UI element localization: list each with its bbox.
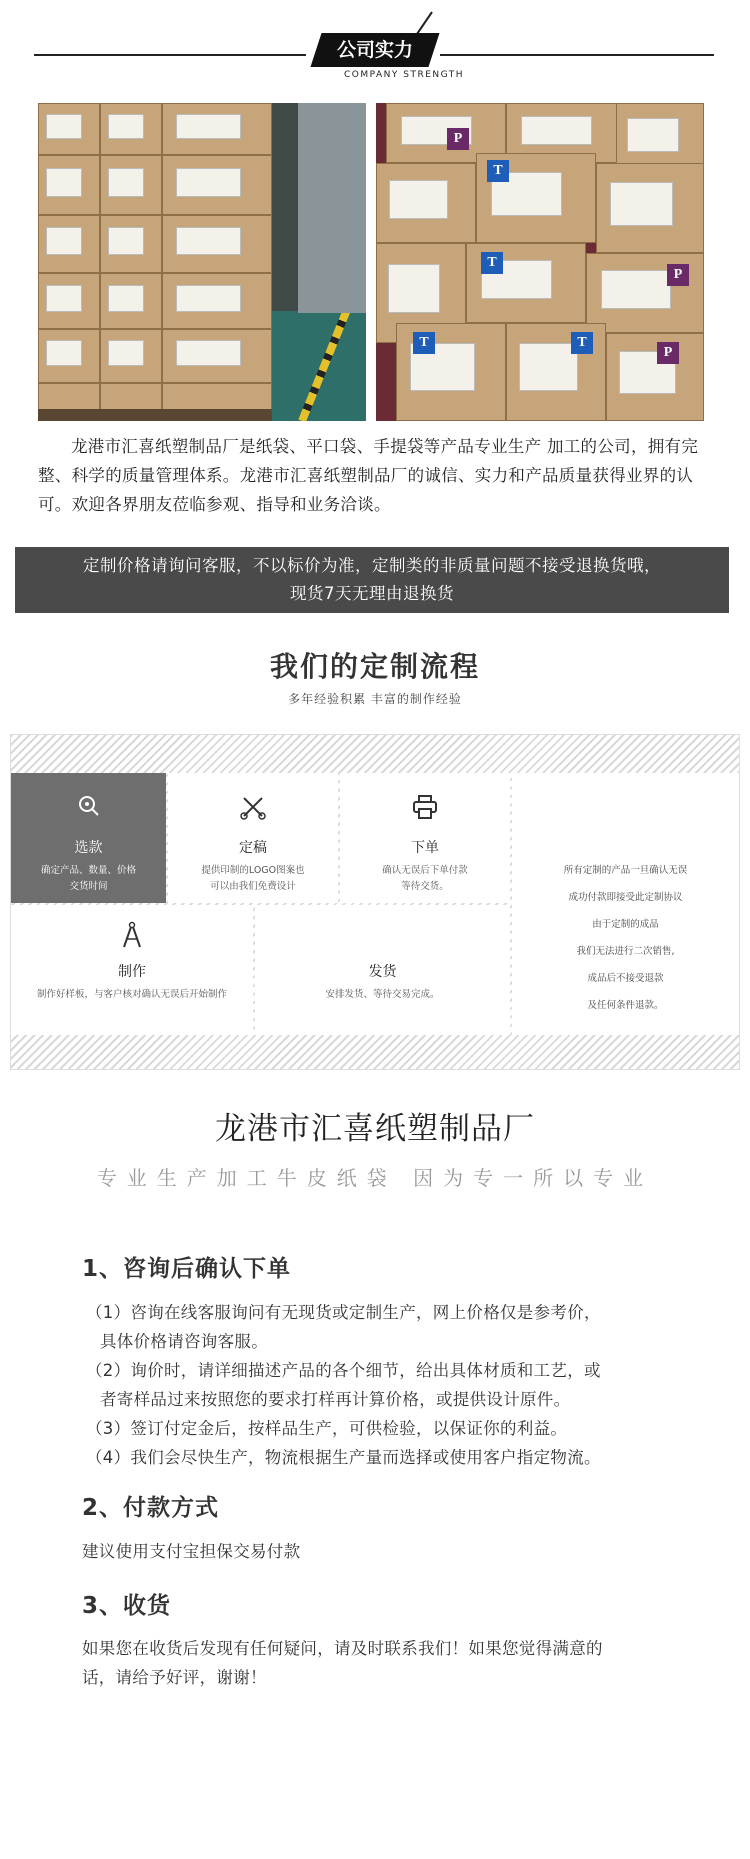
printer-icon <box>340 793 510 827</box>
search-icon <box>11 793 166 825</box>
step-desc: 确认无误后下单付款 等待交货。 <box>382 865 468 892</box>
step1-item1-line1: （1）咨询在线客服询问有无现货或定制生产，网上价格仅是参考价， <box>86 1303 601 1322</box>
pallet <box>38 409 272 421</box>
company-name: 龙港市汇喜纸塑制品厂 <box>215 1111 535 1147</box>
step1-heading: 1、咨询后确认下单 <box>82 1256 292 1282</box>
step3-heading: 3、收货 <box>82 1593 172 1619</box>
step-name: 定稿 <box>239 840 267 856</box>
process-subtitle: 多年经验积累 丰富的制作经验 <box>288 692 462 706</box>
strength-title: 公司实力 <box>336 39 413 61</box>
step-desc: 提供印制的LOGO图案也 可以由我们免费设计 <box>201 865 305 892</box>
step1-item4: （4）我们会尽快生产，物流根据生产量而选择或使用客户指定物流。 <box>86 1448 601 1467</box>
step-desc: 制作好样板，与客户核对确认无误后开始制作 <box>36 989 227 1000</box>
step1-item2-line1: （2）询价时，请详细描述产品的各个细节，给出具体材质和工艺，或 <box>86 1361 601 1380</box>
step-name: 选款 <box>74 840 103 856</box>
warehouse-wall <box>298 103 366 313</box>
step-desc: 确定产品、数量、价格 交货时间 <box>40 865 136 892</box>
step-order <box>340 773 510 903</box>
company-intro: 龙港市汇喜纸塑制品厂是纸袋、平口袋、手提袋等产品专业生产 加工的公司，拥有完整、科学的质量管理体系。龙港市汇喜纸塑制品厂的诚信、实力和产品质量获得业界的认可。欢迎各界朋友莅临参观、指导和业务洽谈。 <box>38 437 699 514</box>
process-title: 我们的定制流程 <box>269 650 480 683</box>
custom-order-terms: 所有定制的产品一旦确认无误 成功付款即接受此定制协议 由于定制的成品 我们无法进行二次销售, 成品后不接受退款 及任何条件退款。 <box>512 773 739 1035</box>
step-ship <box>255 905 510 1035</box>
step-desc: 安排发货、等待交易完成。 <box>325 989 440 1000</box>
step3-text-line2: 话，请给予好评，谢谢！ <box>82 1668 267 1687</box>
step-select <box>11 773 166 903</box>
step1-item3: （3）签订付定金后，按样品生产，可供检验，以保证你的利益。 <box>86 1419 568 1438</box>
step-finalize <box>168 773 338 903</box>
step-produce <box>11 905 253 1035</box>
warehouse-photo-left <box>38 103 366 421</box>
step2-text: 建议使用支付宝担保交易付款 <box>82 1542 301 1561</box>
step1-item1-line2: 具体价格请咨询客服。 <box>100 1332 268 1351</box>
company-slogan: 专业生产加工牛皮纸袋 因为专一所以专业 <box>96 1166 654 1190</box>
warehouse-photo-right: P T T P T T P <box>376 103 704 421</box>
step2-heading: 2、付款方式 <box>82 1495 220 1521</box>
process-grid <box>10 734 740 1070</box>
step1-item2-line2: 者寄样品过来按照您的要求打样再计算价格，或提供设计原件。 <box>100 1390 571 1409</box>
step-name: 下单 <box>411 840 439 856</box>
strength-header <box>0 0 750 95</box>
notice-line-2: 现货7天无理由退换货 <box>290 584 454 603</box>
price-notice-banner <box>15 547 729 613</box>
scissors-icon <box>168 793 338 827</box>
step3-text-line1: 如果您在收货后发现有任何疑问，请及时联系我们！如果您觉得满意的 <box>82 1639 603 1658</box>
step-name: 制作 <box>118 964 146 980</box>
compass-icon <box>11 921 253 955</box>
notice-line-1: 定制价格请询问客服，不以标价为准，定制类的非质量问题不接受退换货哦， <box>83 556 661 575</box>
strength-subtitle: COMPANY STRENGTH <box>344 70 465 80</box>
step-name: 发货 <box>368 964 397 980</box>
